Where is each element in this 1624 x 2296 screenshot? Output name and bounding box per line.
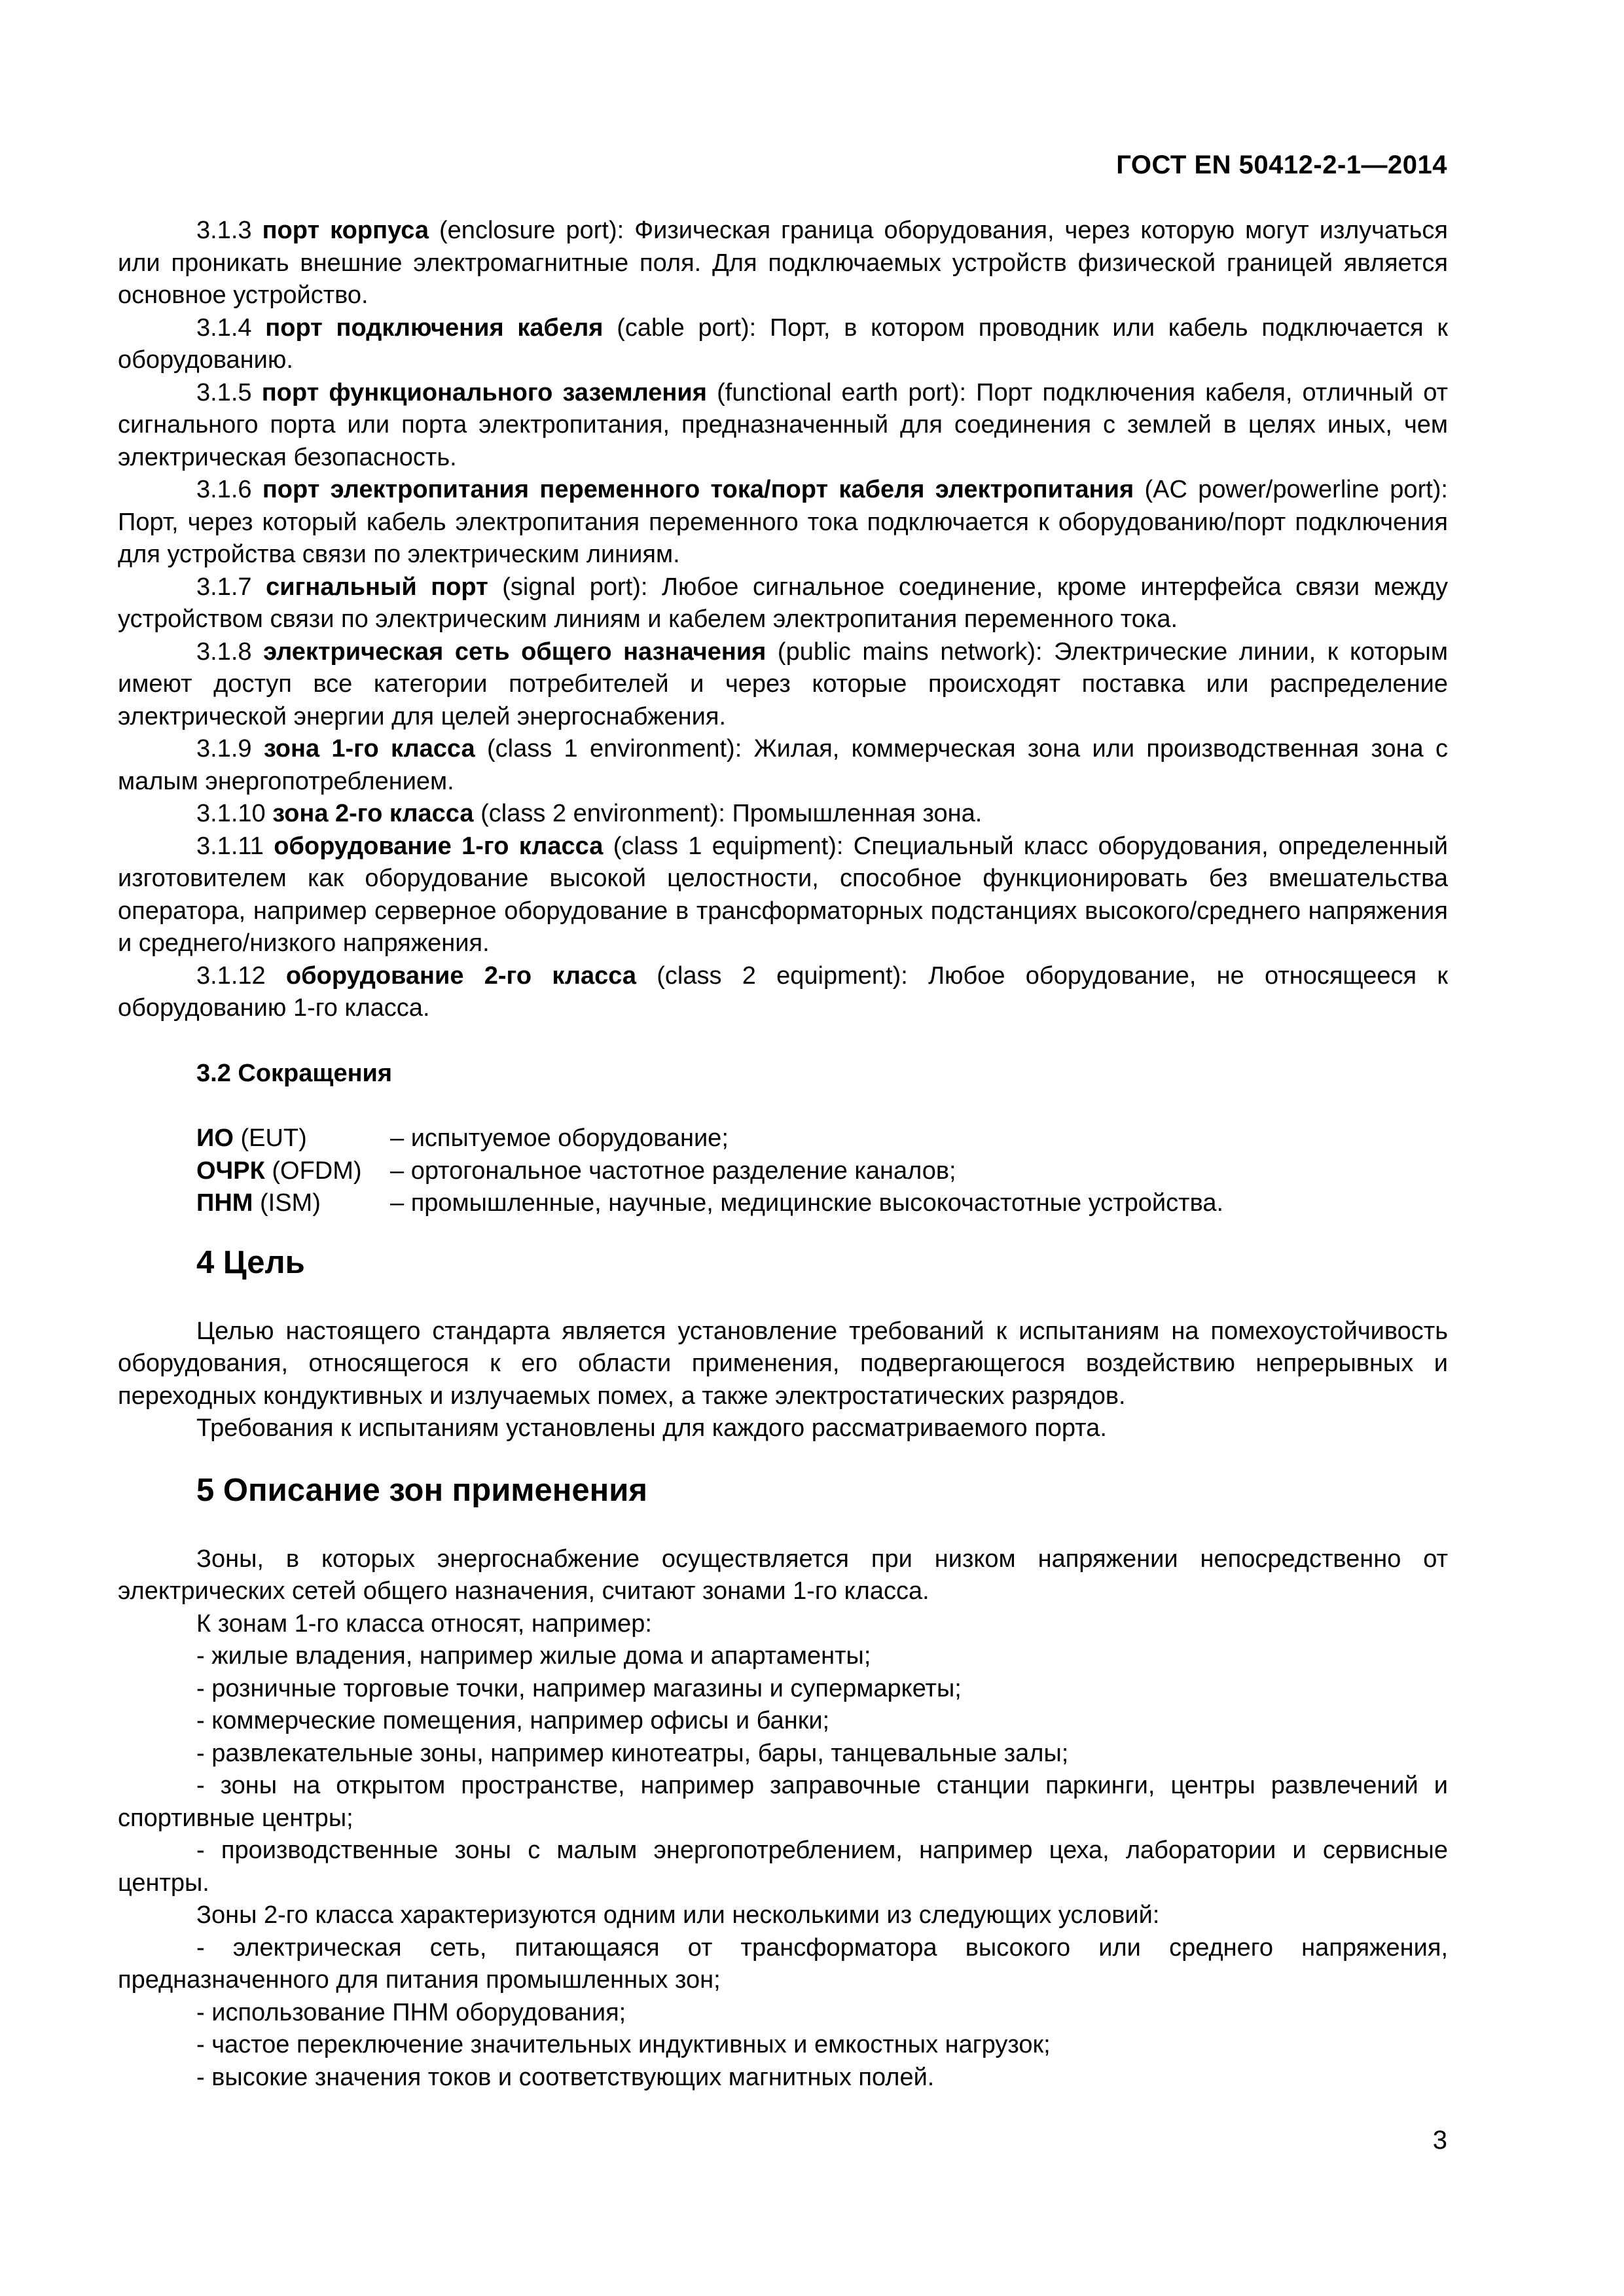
section-5-list-item: - жилые владения, например жилые дома и апартаменты; — [196, 1642, 871, 1670]
definition-term: порт функционального заземления — [261, 378, 707, 406]
abbreviation-row — [196, 1187, 1223, 1220]
abbreviation-description: – испытуемое оборудование; — [390, 1124, 729, 1152]
section-5-list-item: - производственные зоны с малым энергопотреблением, например цеха, лаборатории и сервисные центры. — [118, 1837, 1448, 1897]
abbreviation-term: ИО (EUT) — [196, 1124, 307, 1152]
section-5-list-item: - частое переключение значительных индуктивных и емкостных нагрузок; — [196, 2031, 1051, 2058]
definition-3-1-10: 3.1.10 зона 2-го класса (class 2 environment): Промышленная зона. — [196, 800, 983, 827]
section-4-paragraph: Целью настоящего стандарта является установление требований к испытаниям на помехоустойчивость оборудования, относящегося к его области применения, подвергающегося воздействию непрерывных и переходных кондуктивных и излучаемых помех, а также электростатических разрядов. — [118, 1317, 1448, 1410]
section-5-list-item: - коммерческие помещения, например офисы и банки; — [196, 1707, 830, 1734]
abbreviation-row — [196, 1122, 1223, 1155]
definition-term: оборудование 1-го класса — [274, 832, 604, 860]
definition-3-1-12: 3.1.12 оборудование 2-го класса (class 2 equipment): Любое оборудование, не относящееся к оборудованию 1-го класса. — [118, 961, 1448, 1022]
definition-3-1-7: 3.1.7 сигнальный порт (signal port): Любое сигнальное соединение, кроме интерфейса связи между устройством связи по электрическим линиям и кабелем электропитания переменного тока. — [118, 573, 1449, 633]
section-5-paragraph: К зонам 1-го класса относят, например: — [196, 1609, 652, 1638]
definition-3-1-8: 3.1.8 электрическая сеть общего назначения (public mains network): Электрические линии, к которым имеют доступ все категории потребителей и через которые происходят поставка или распределение электрической энергии для целей энергоснабжения. — [118, 637, 1448, 730]
abbreviation-description: – промышленные, научные, медицинские высокочастотные устройства. — [390, 1189, 1224, 1217]
definition-3-1-6: 3.1.6 порт электропитания переменного тока/порт кабеля электропитания (AC power/powerline port): Порт, через который кабель электропитания переменного тока подключается к оборудованию/порт подключения для устройства связи по электрическим линиям. — [118, 476, 1448, 568]
definition-term: зона 2-го класса — [272, 800, 474, 827]
section-3-2-heading: 3.2 Сокращения — [196, 1059, 393, 1087]
definition-3-1-11: 3.1.11 оборудование 1-го класса (class 1 equipment): Специальный класс оборудования, определенный изготовителем как оборудование высокой целостности, способное функционировать без вмешательства оператора, например серверное оборудование в трансформаторных подстанциях высокого/среднего напряжения и среднего/низкого напряжения. — [118, 832, 1448, 957]
definition-term: порт подключения кабеля — [265, 314, 604, 342]
section-5-list-item: - электрическая сеть, питающаяся от трансформатора высокого или среднего напряжения, предназначенного для питания промышленных зон; — [118, 1933, 1448, 1994]
section-5-paragraph: Зоны, в которых энергоснабжение осуществляется при низком напряжении непосредственно от электрических сетей общего назначения, считают зонами 1-го класса. — [118, 1545, 1448, 1605]
section-5-list-item: - использование ПНМ оборудования; — [196, 1998, 626, 2026]
section-5-list-item: - розничные торговые точки, например магазины и супермаркеты; — [196, 1674, 962, 1702]
definition-3-1-3: 3.1.3 порт корпуса (enclosure port): Физическая граница оборудования, через которую могут излучаться или проникать внешние электромагнитные поля. Для подключаемых устройств физической границей является основное устройство. — [118, 217, 1448, 309]
definition-term: сигнальный порт — [266, 573, 488, 601]
definition-term: зона 1-го класса — [263, 735, 475, 762]
definition-3-1-9: 3.1.9 зона 1-го класса (class 1 environment): Жилая, коммерческая зона или производственная зона с малым энергопотреблением. — [118, 735, 1448, 795]
abbreviation-row — [196, 1155, 1223, 1188]
definition-term: электрическая сеть общего назначения — [263, 637, 767, 666]
section-5-list-item: - развлекательные зоны, например кинотеатры, бары, танцевальные залы; — [196, 1739, 1069, 1767]
document-body — [118, 215, 1448, 2094]
abbreviations-table — [196, 1122, 1223, 1220]
definition-3-1-4: 3.1.4 порт подключения кабеля (cable port): Порт, в котором проводник или кабель подключается к оборудованию. — [118, 314, 1449, 374]
definition-term: оборудование 2-го класса — [285, 961, 636, 990]
section-5-list-item: - зоны на открытом пространстве, например заправочные станции паркинги, центры развлечений и спортивные центры; — [118, 1772, 1448, 1832]
definition-term: порт электропитания переменного тока/порт кабеля электропитания — [262, 476, 1134, 503]
document-header: ГОСТ EN 50412-2-1—2014 — [1116, 151, 1447, 179]
page-number: 3 — [1432, 2126, 1447, 2155]
section-4-paragraph: Требования к испытаниям установлены для каждого рассматриваемого порта. — [196, 1414, 1107, 1442]
definitions-list — [118, 215, 1448, 1025]
section-5-heading: 5 Описание зон применения — [196, 1472, 647, 1508]
section-5-paragraph: Зоны 2-го класса характеризуются одним или несколькими из следующих условий: — [196, 1901, 1160, 1929]
section-5-list-item: - высокие значения токов и соответствующих магнитных полей. — [196, 2063, 935, 2091]
abbreviation-term: ОЧРК (OFDM) — [196, 1157, 362, 1185]
abbreviation-description: – ортогональное частотное разделение каналов; — [390, 1157, 956, 1185]
section-4-heading: 4 Цель — [196, 1244, 305, 1280]
definition-term: порт корпуса — [262, 217, 429, 244]
abbreviation-term: ПНМ (ISM) — [196, 1189, 321, 1217]
definition-3-1-5: 3.1.5 порт функционального заземления (functional earth port): Порт подключения кабеля, отличный от сигнального порта или порта электропитания, предназначенный для соединения с землей в целях иных, чем электрическая безопасность. — [118, 378, 1448, 471]
